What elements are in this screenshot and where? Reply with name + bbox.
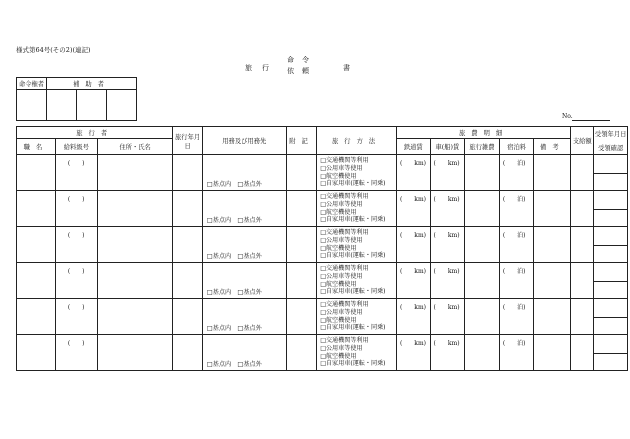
address-name-cell[interactable]: [97, 263, 173, 299]
travel-date-cell[interactable]: [173, 191, 202, 227]
assistant-stamp-cell[interactable]: [47, 90, 77, 121]
position-cell[interactable]: [17, 263, 56, 299]
number-field[interactable]: [572, 120, 610, 121]
base-checkboxes[interactable]: □基点内 □基点外: [206, 253, 262, 260]
assistant-stamp-cell[interactable]: [77, 90, 107, 121]
lodging-header: 宿泊料: [499, 139, 534, 155]
assistant-stamp-cell[interactable]: [107, 90, 137, 121]
notes-cell[interactable]: [286, 335, 316, 371]
table-row: [17, 299, 628, 335]
number-label: No.: [562, 113, 573, 120]
salary-grade-cell[interactable]: [55, 335, 97, 371]
method-private-car[interactable]: □自家用車(運転・同乗): [320, 324, 386, 332]
rail-km: ( km): [399, 304, 426, 311]
travel-date-cell[interactable]: [173, 335, 202, 371]
receipt-divider: [594, 173, 627, 174]
assistant-header: 補助者: [47, 78, 137, 90]
receipt-cell[interactable]: [594, 299, 628, 335]
receipt-header: [594, 127, 628, 155]
form-number: 様式第64号(その2)(連記): [16, 46, 91, 54]
rail-fare-cell[interactable]: [396, 263, 430, 299]
method-private-car[interactable]: □自家用車(運転・同乗): [320, 288, 386, 296]
lodging-cell[interactable]: [499, 335, 534, 371]
purpose-cell[interactable]: [202, 227, 286, 263]
salary-grade-header: 給料級号: [55, 139, 97, 155]
car-fare-cell[interactable]: [430, 227, 465, 263]
notes-cell[interactable]: [286, 299, 316, 335]
table-row: [17, 335, 628, 371]
title-request: 依頼: [287, 67, 317, 75]
salary-paren: ( ): [67, 196, 85, 203]
travel-date-cell[interactable]: [173, 227, 202, 263]
method-header: 旅行方法: [317, 127, 397, 155]
address-name-cell[interactable]: [97, 335, 173, 371]
rail-fare-cell[interactable]: [396, 155, 430, 191]
method-official-vehicle[interactable]: □公用車等使用: [320, 164, 363, 172]
payment-amount-cell[interactable]: [571, 227, 594, 263]
receipt-cell[interactable]: [594, 191, 628, 227]
travel-rows: [17, 155, 628, 371]
lodging-nights: ( 泊): [502, 232, 526, 239]
misc-expense-cell[interactable]: [465, 191, 500, 227]
method-public-transport[interactable]: □交通機関等利用: [320, 265, 369, 273]
remarks-cell[interactable]: [534, 335, 571, 371]
car-km: ( km): [433, 268, 460, 275]
method-official-vehicle[interactable]: □公用車等使用: [320, 200, 363, 208]
notes-cell[interactable]: [286, 155, 316, 191]
payment-amount-cell[interactable]: [571, 191, 594, 227]
salary-paren: ( ): [67, 160, 85, 167]
car-km: ( km): [433, 340, 460, 347]
receipt-cell[interactable]: [594, 263, 628, 299]
lodging-cell[interactable]: [499, 191, 534, 227]
purpose-header: 用務及び用務先: [202, 127, 286, 155]
receipt-divider: [594, 245, 627, 246]
base-checkboxes[interactable]: □基点内 □基点外: [206, 181, 262, 188]
lodging-cell[interactable]: [499, 155, 534, 191]
rail-km: ( km): [399, 160, 426, 167]
address-name-cell[interactable]: [97, 155, 173, 191]
receipt-check-label: 受領確認: [598, 145, 624, 152]
purpose-cell[interactable]: [202, 191, 286, 227]
method-public-transport[interactable]: □交通機関等利用: [320, 229, 369, 237]
method-aircraft[interactable]: □航空機使用: [320, 316, 357, 324]
base-checkboxes[interactable]: □基点内 □基点外: [206, 325, 262, 332]
method-cell[interactable]: [317, 335, 397, 371]
method-aircraft[interactable]: □航空機使用: [320, 280, 357, 288]
rail-fare-cell[interactable]: [396, 191, 430, 227]
travel-date-header: 旅行年月日: [173, 127, 202, 155]
issuer-stamp-cell[interactable]: [17, 90, 47, 121]
method-private-car[interactable]: □自家用車(運転・同乗): [320, 216, 386, 224]
method-cell[interactable]: [317, 191, 397, 227]
remarks-cell[interactable]: [534, 299, 571, 335]
payment-amount-cell[interactable]: [571, 299, 594, 335]
method-official-vehicle[interactable]: □公用車等使用: [320, 344, 363, 352]
notes-header: 附記: [286, 127, 316, 155]
address-name-cell[interactable]: [97, 191, 173, 227]
title-document: 書: [343, 64, 350, 72]
method-private-car[interactable]: □自家用車(運転・同乗): [320, 360, 386, 368]
remarks-header: 備考: [534, 139, 571, 155]
payment-amount-cell[interactable]: [571, 155, 594, 191]
car-fare-cell[interactable]: [430, 191, 465, 227]
address-name-header: 住所・氏名: [97, 139, 173, 155]
travel-date-cell[interactable]: [173, 263, 202, 299]
payment-amount-cell[interactable]: [571, 263, 594, 299]
base-checkboxes[interactable]: □基点内 □基点外: [206, 217, 262, 224]
misc-expense-cell[interactable]: [465, 335, 500, 371]
method-public-transport[interactable]: □交通機関等利用: [320, 157, 369, 165]
remarks-cell[interactable]: [534, 191, 571, 227]
lodging-nights: ( 泊): [502, 196, 526, 203]
misc-expense-cell[interactable]: [465, 155, 500, 191]
travel-date-cell[interactable]: [173, 299, 202, 335]
salary-paren: ( ): [67, 232, 85, 239]
purpose-cell[interactable]: [202, 263, 286, 299]
method-aircraft[interactable]: □航空機使用: [320, 172, 357, 180]
receipt-cell[interactable]: [594, 227, 628, 263]
rail-fare-cell[interactable]: [396, 227, 430, 263]
car-km: ( km): [433, 232, 460, 239]
payment-amount-cell[interactable]: [571, 335, 594, 371]
method-aircraft[interactable]: □航空機使用: [320, 208, 357, 216]
car-fare-header: 車(船)賃: [430, 139, 465, 155]
misc-expense-cell[interactable]: [465, 263, 500, 299]
car-fare-cell[interactable]: [430, 335, 465, 371]
traveler-group-header: 旅行者: [17, 127, 173, 139]
method-cell[interactable]: [317, 299, 397, 335]
table-row: [17, 227, 628, 263]
issuer-table: [16, 77, 137, 121]
table-row: [17, 155, 628, 191]
lodging-cell[interactable]: [499, 263, 534, 299]
purpose-cell[interactable]: [202, 335, 286, 371]
rail-km: ( km): [399, 196, 426, 203]
position-cell[interactable]: [17, 155, 56, 191]
method-aircraft[interactable]: □航空機使用: [320, 352, 357, 360]
expense-group-header: 旅費明細: [396, 127, 570, 139]
remarks-cell[interactable]: [534, 263, 571, 299]
address-name-cell[interactable]: [97, 299, 173, 335]
method-cell[interactable]: [317, 263, 397, 299]
issuer-header: 命令権者: [17, 78, 47, 90]
position-header: 職名: [17, 139, 56, 155]
salary-paren: ( ): [67, 268, 85, 275]
rail-fare-cell[interactable]: [396, 299, 430, 335]
car-fare-cell[interactable]: [430, 299, 465, 335]
address-name-cell[interactable]: [97, 227, 173, 263]
method-official-vehicle[interactable]: □公用車等使用: [320, 308, 363, 316]
car-fare-cell[interactable]: [430, 155, 465, 191]
remarks-cell[interactable]: [534, 227, 571, 263]
method-private-car[interactable]: □自家用車(運転・同乗): [320, 180, 386, 188]
method-aircraft[interactable]: □航空機使用: [320, 244, 357, 252]
purpose-cell[interactable]: [202, 299, 286, 335]
title-order-request: [287, 55, 317, 77]
receipt-divider: [594, 317, 627, 318]
method-private-car[interactable]: □自家用車(運転・同乗): [320, 252, 386, 260]
position-cell[interactable]: [17, 227, 56, 263]
receipt-divider: [594, 353, 627, 354]
method-cell[interactable]: [317, 227, 397, 263]
salary-grade-cell[interactable]: [55, 299, 97, 335]
lodging-nights: ( 泊): [502, 268, 526, 275]
base-checkboxes[interactable]: □基点内 □基点外: [206, 289, 262, 296]
position-cell[interactable]: [17, 299, 56, 335]
purpose-cell[interactable]: [202, 155, 286, 191]
receipt-divider: [594, 209, 627, 210]
remarks-cell[interactable]: [534, 155, 571, 191]
car-km: ( km): [433, 196, 460, 203]
salary-grade-cell[interactable]: [55, 191, 97, 227]
lodging-nights: ( 泊): [502, 304, 526, 311]
travel-order-table: [16, 126, 628, 371]
receipt-date-label: 受領年月日: [594, 131, 627, 138]
notes-cell[interactable]: [286, 191, 316, 227]
receipt-cell[interactable]: [594, 155, 628, 191]
misc-expense-cell[interactable]: [465, 299, 500, 335]
rail-km: ( km): [399, 340, 426, 347]
method-public-transport[interactable]: □交通機関等利用: [320, 337, 369, 345]
lodging-nights: ( 泊): [502, 160, 526, 167]
car-km: ( km): [433, 304, 460, 311]
receipt-cell[interactable]: [594, 335, 628, 371]
salary-grade-cell[interactable]: [55, 263, 97, 299]
salary-paren: ( ): [67, 340, 85, 347]
method-official-vehicle[interactable]: □公用車等使用: [320, 272, 363, 280]
travel-date-cell[interactable]: [173, 155, 202, 191]
misc-expense-header: 旅行雑費: [465, 139, 500, 155]
lodging-nights: ( 泊): [502, 340, 526, 347]
notes-cell[interactable]: [286, 263, 316, 299]
salary-paren: ( ): [67, 304, 85, 311]
car-fare-cell[interactable]: [430, 263, 465, 299]
rail-km: ( km): [399, 232, 426, 239]
method-cell[interactable]: [317, 155, 397, 191]
table-row: [17, 263, 628, 299]
rail-fare-header: 鉄道賃: [396, 139, 430, 155]
rail-km: ( km): [399, 268, 426, 275]
salary-grade-cell[interactable]: [55, 155, 97, 191]
title-order: 命令: [287, 56, 317, 64]
rail-fare-cell[interactable]: [396, 335, 430, 371]
receipt-divider: [594, 281, 627, 282]
salary-grade-cell[interactable]: [55, 227, 97, 263]
method-public-transport[interactable]: □交通機関等利用: [320, 193, 369, 201]
method-official-vehicle[interactable]: □公用車等使用: [320, 236, 363, 244]
position-cell[interactable]: [17, 191, 56, 227]
base-checkboxes[interactable]: □基点内 □基点外: [206, 361, 262, 368]
lodging-cell[interactable]: [499, 299, 534, 335]
misc-expense-cell[interactable]: [465, 227, 500, 263]
notes-cell[interactable]: [286, 227, 316, 263]
car-km: ( km): [433, 160, 460, 167]
payment-amount-header: 支給額: [571, 127, 594, 155]
lodging-cell[interactable]: [499, 227, 534, 263]
method-public-transport[interactable]: □交通機関等利用: [320, 301, 369, 309]
position-cell[interactable]: [17, 335, 56, 371]
title-travel: 旅行: [245, 64, 279, 72]
table-row: [17, 191, 628, 227]
